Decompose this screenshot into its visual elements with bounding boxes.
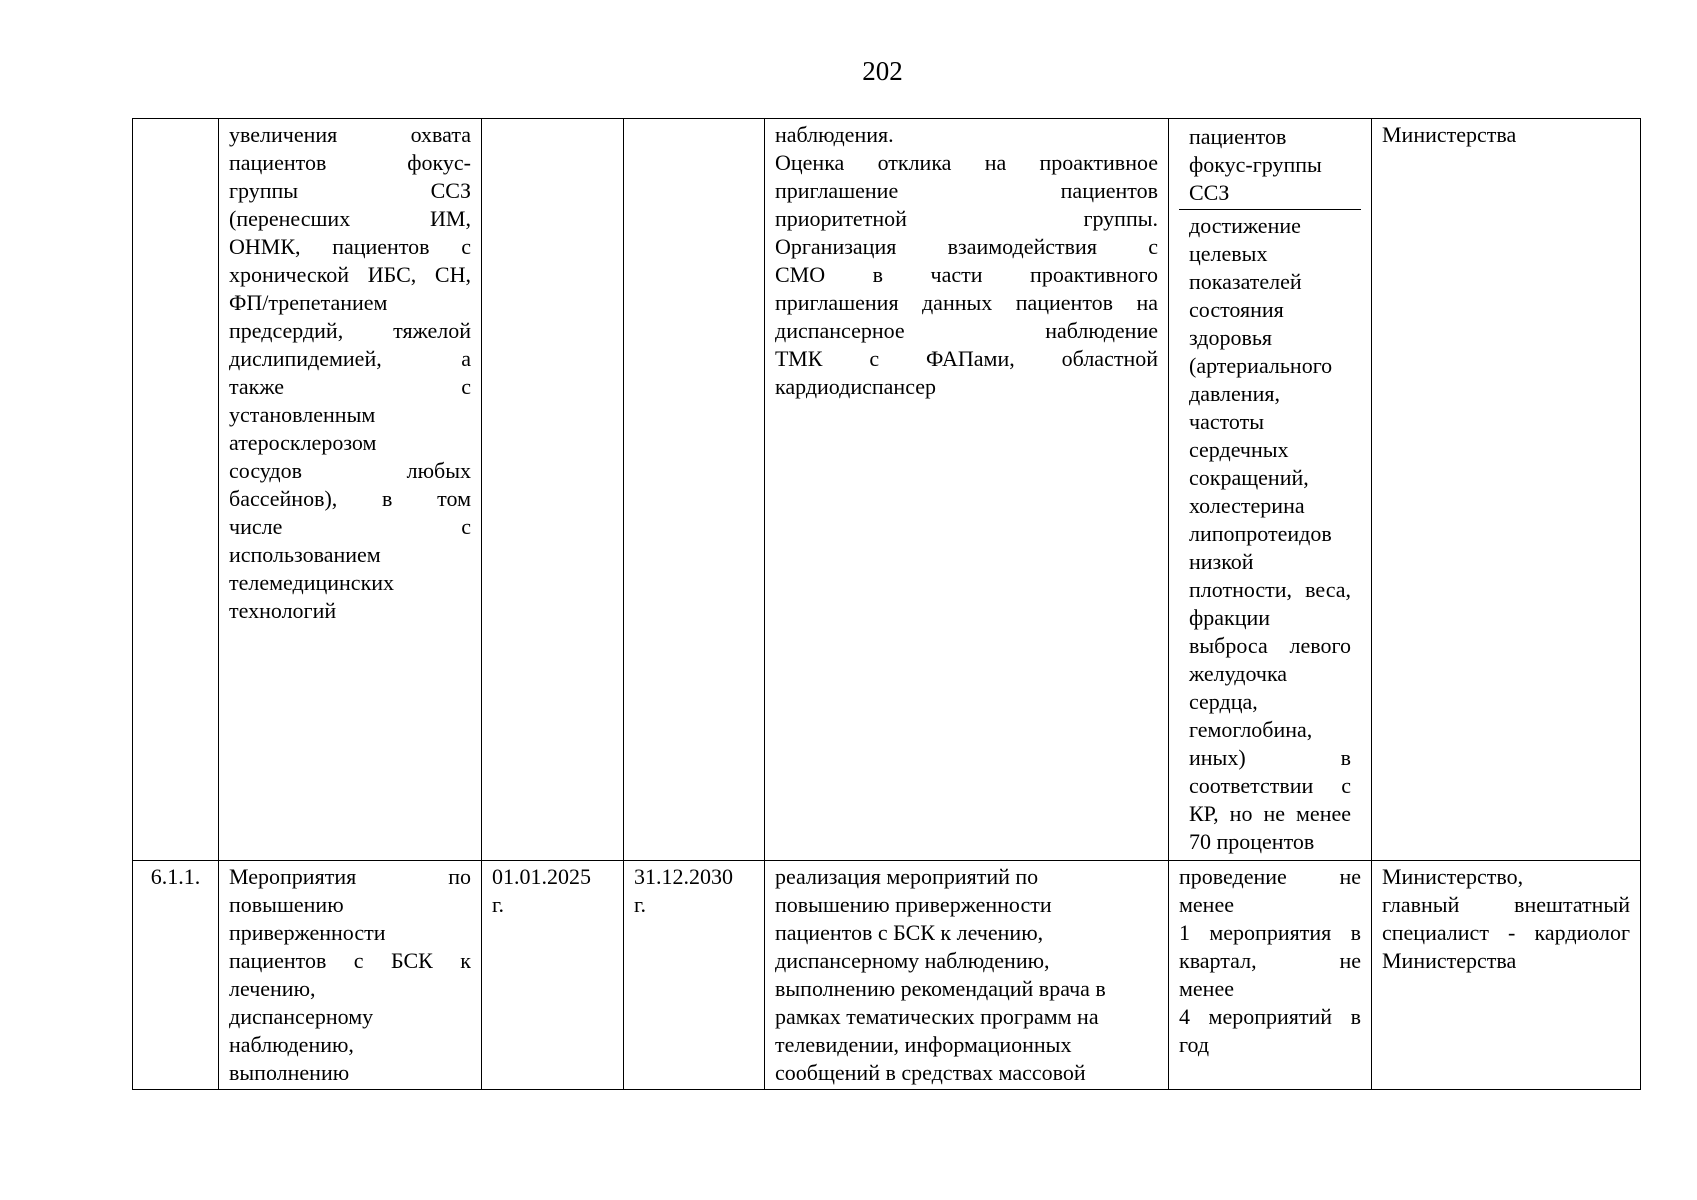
text-line: ССЗ xyxy=(1189,180,1230,205)
text-line: г. xyxy=(492,892,505,917)
text-line: приверженности xyxy=(229,920,386,945)
table-row xyxy=(133,861,1641,1090)
text-line: год xyxy=(1179,1032,1210,1057)
text-line: группы ССЗ xyxy=(229,178,471,203)
text-line: пациентов с БСК к xyxy=(229,948,471,973)
text-line: выброса левого xyxy=(1189,633,1351,658)
text-line: сердечных xyxy=(1189,437,1289,462)
text-line: здоровья xyxy=(1189,325,1273,350)
text-line: Мероприятия по xyxy=(229,864,471,889)
text-line: сообщений в средствах массовой xyxy=(775,1060,1086,1085)
row2-result-cell xyxy=(1169,861,1372,1090)
text-line: атеросклерозом xyxy=(229,430,377,455)
text-line: использованием xyxy=(229,542,381,567)
row2-end-date-cell xyxy=(624,861,765,1090)
text-line: состояния xyxy=(1189,297,1284,322)
text-line: повышению приверженности xyxy=(775,892,1052,917)
text-line: сосудов любых xyxy=(229,458,471,483)
text-line: наблюдения. xyxy=(775,122,894,147)
text-line: гемоглобина, xyxy=(1189,717,1313,742)
text-line: 4 мероприятий в xyxy=(1179,1004,1361,1029)
row2-responsible-cell xyxy=(1372,861,1641,1090)
text-line: сердца, xyxy=(1189,689,1258,714)
text-line: сокращений, xyxy=(1189,465,1309,490)
text-line: приглашения данных пациентов на xyxy=(775,290,1158,315)
text-line: фракции xyxy=(1189,605,1271,630)
text-line: ТМК с ФАПами, областной xyxy=(775,346,1158,371)
text-line: Организация взаимодействия с xyxy=(775,234,1158,259)
text-line: г. xyxy=(634,892,647,917)
row1-number-cell xyxy=(133,119,219,861)
text-line: пациентов фокус- xyxy=(229,150,471,175)
text-line: главный внештатный xyxy=(1382,892,1630,917)
text-line: реализация мероприятий по xyxy=(775,864,1039,889)
text-line: диспансерному наблюдению, xyxy=(775,948,1050,973)
text-line: Министерство, xyxy=(1382,864,1524,889)
text-line: числе с xyxy=(229,514,471,539)
text-line: ОНМК, пациентов с xyxy=(229,234,471,259)
text-line: диспансерному xyxy=(229,1004,374,1029)
text-line: менее xyxy=(1179,976,1234,1001)
text-line: Оценка отклика на проактивное xyxy=(775,150,1158,175)
row1-end-date-cell xyxy=(624,119,765,861)
row2-start-date-cell xyxy=(482,861,624,1090)
text-line: телемедицинских xyxy=(229,570,395,595)
text-line: приоритетной группы. xyxy=(775,206,1158,231)
text-line: специалист - кардиолог xyxy=(1382,920,1630,945)
text-line: (артериального xyxy=(1189,353,1333,378)
text-line: соответствии с xyxy=(1189,773,1351,798)
measures-table xyxy=(132,118,1641,1090)
text-line: ФП/трепетанием xyxy=(229,290,388,315)
text-line: (перенесших ИМ, xyxy=(229,206,471,231)
text-line: 01.01.2025 xyxy=(492,864,591,889)
text-line: приглашение пациентов xyxy=(775,178,1158,203)
text-line: выполнению рекомендаций врача в xyxy=(775,976,1106,1001)
text-line: плотности, веса, xyxy=(1189,577,1351,602)
text-line: увеличения охвата xyxy=(229,122,471,147)
text-line: квартал, не xyxy=(1179,948,1361,973)
text-line: установленным xyxy=(229,402,376,427)
text-line: частоты xyxy=(1189,409,1265,434)
text-line: холестерина xyxy=(1189,493,1305,518)
text-line: 1 мероприятия в xyxy=(1179,920,1361,945)
text-line: пациентов с БСК к лечению, xyxy=(775,920,1044,945)
row2-description-cell xyxy=(765,861,1169,1090)
text-line: дислипидемией, а xyxy=(229,346,471,371)
text-line: Министерства xyxy=(1382,122,1517,147)
row2-measure-cell xyxy=(219,861,482,1090)
text-line: 70 процентов xyxy=(1189,829,1315,854)
text-line: фокус-группы xyxy=(1189,152,1322,177)
text-line: проведение не xyxy=(1179,864,1361,889)
text-line: диспансерное наблюдение xyxy=(775,318,1158,343)
row1-measure-cell xyxy=(219,119,482,861)
row1-description-cell xyxy=(765,119,1169,861)
text-line: липопротеидов xyxy=(1189,521,1332,546)
table-row xyxy=(133,119,1641,861)
text-line: лечению, xyxy=(229,976,316,1001)
text-line: Министерства xyxy=(1382,948,1517,973)
text-line: выполнению xyxy=(229,1060,350,1085)
row1-responsible-cell xyxy=(1372,119,1641,861)
row1-result-bottom xyxy=(1179,210,1361,858)
row1-start-date-cell xyxy=(482,119,624,861)
text-line: телевидении, информационных xyxy=(775,1032,1072,1057)
text-line: предсердий, тяжелой xyxy=(229,318,471,343)
text-line: кардиодиспансер xyxy=(775,374,937,399)
text-line: показателей xyxy=(1189,269,1302,294)
text-line: наблюдению, xyxy=(229,1032,354,1057)
text-line: также с xyxy=(229,374,471,399)
text-line: целевых xyxy=(1189,241,1268,266)
row1-result-top xyxy=(1179,121,1361,210)
text-line: технологий xyxy=(229,598,337,623)
text-line: 31.12.2030 xyxy=(634,864,733,889)
page-number: 202 xyxy=(862,56,903,86)
text-line: КР, но не менее xyxy=(1189,801,1351,826)
text-line: СМО в части проактивного xyxy=(775,262,1158,287)
text-line: давления, xyxy=(1189,381,1280,406)
text-line: менее xyxy=(1179,892,1234,917)
text-line: повышению xyxy=(229,892,344,917)
text-line: пациентов xyxy=(1189,124,1287,149)
text-line: хронической ИБС, СН, xyxy=(229,262,471,287)
text-line: бассейнов), в том xyxy=(229,486,471,511)
text-line: рамках тематических программ на xyxy=(775,1004,1099,1029)
text-line: желудочка xyxy=(1189,661,1288,686)
row1-result-cell xyxy=(1169,119,1372,861)
text-line: достижение xyxy=(1189,213,1301,238)
text-line: иных) в xyxy=(1189,745,1351,770)
text-line: низкой xyxy=(1189,549,1254,574)
row2-number-cell: 6.1.1. xyxy=(133,861,219,1090)
